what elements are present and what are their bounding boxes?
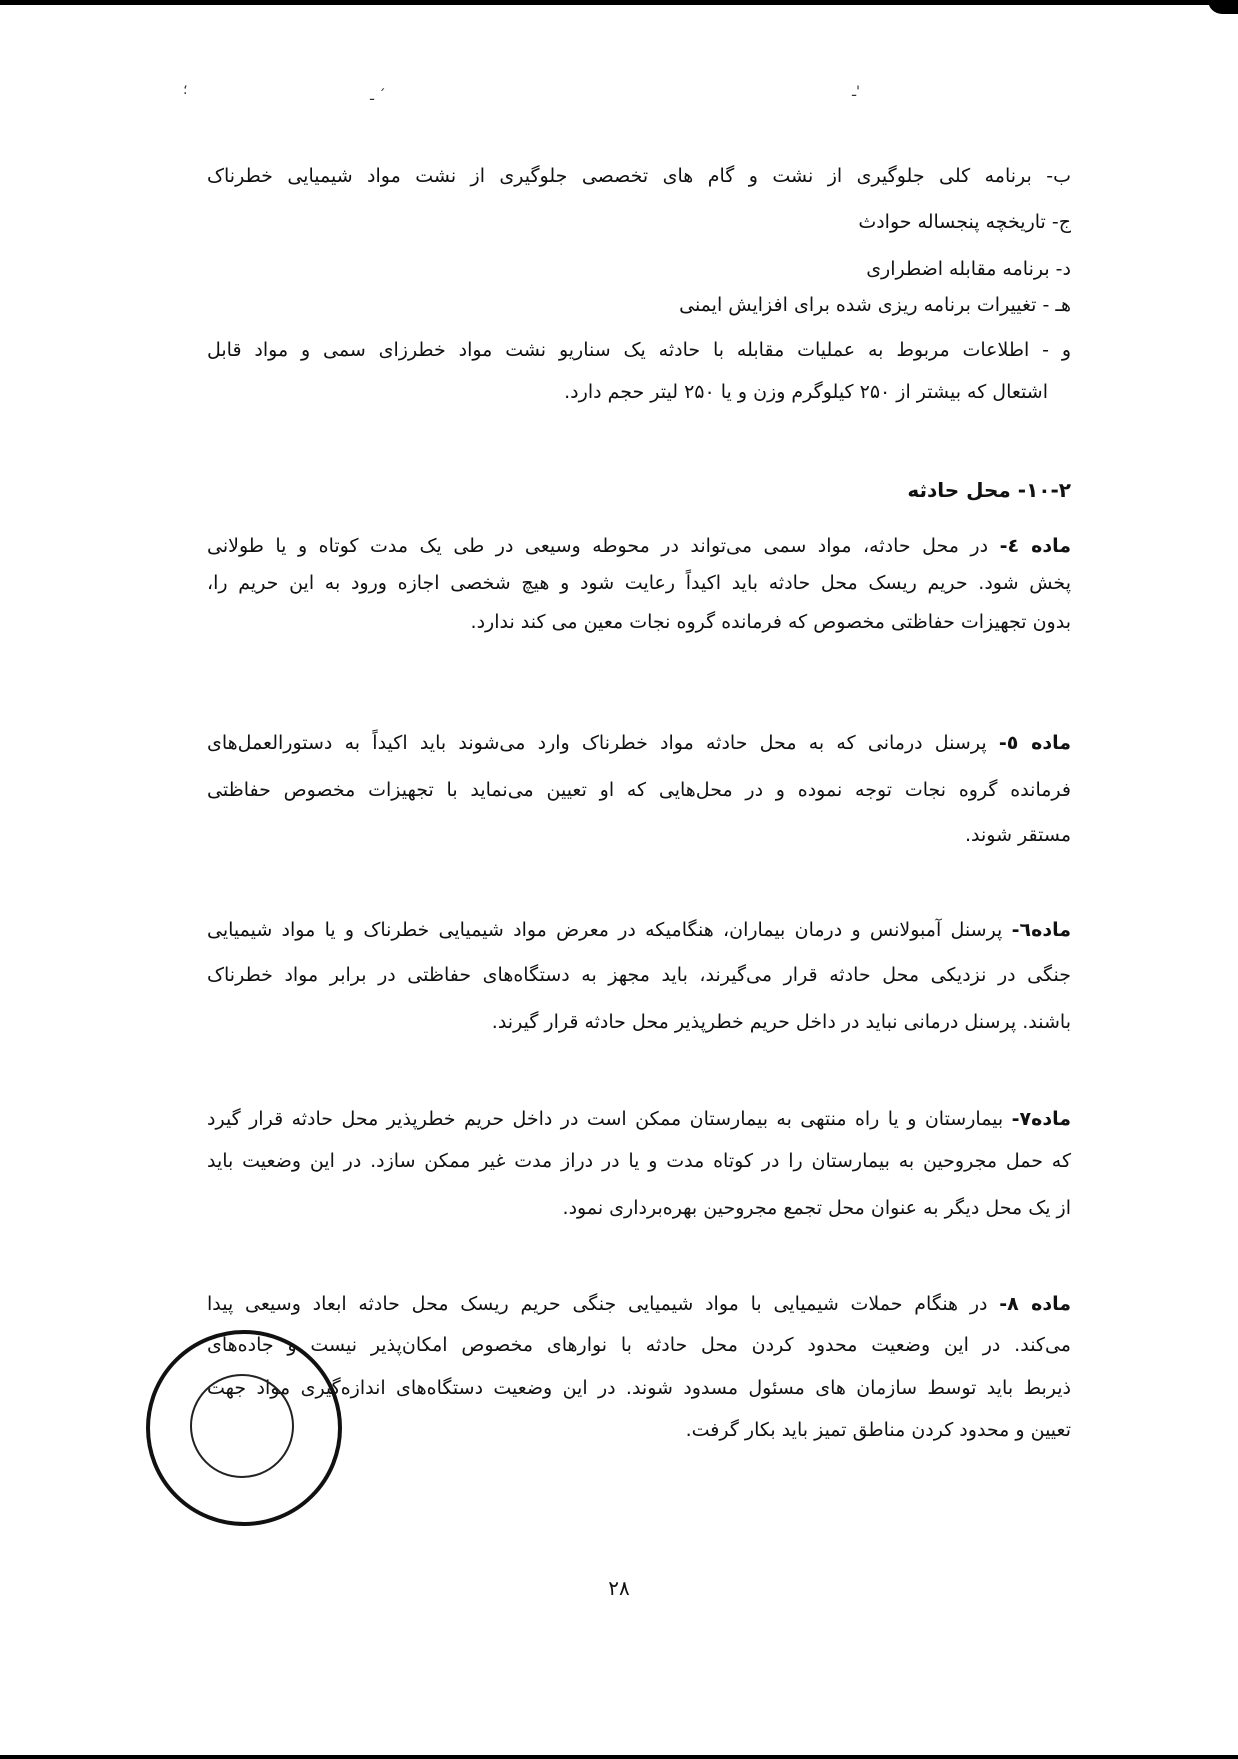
scan-speck: ـ ´ <box>370 88 386 104</box>
list-item: هـ - تغییرات برنامه ریزی شده برای افزایش ایمنی <box>679 294 1071 316</box>
scan-speck: ـ' <box>852 84 860 100</box>
page-number: ۲۸ <box>608 1576 630 1600</box>
scan-border-bottom <box>0 1755 1238 1759</box>
section-heading: ۱۰-۲- محل حادثه <box>907 478 1071 502</box>
article-line <box>207 1289 1071 1319</box>
round-stamp <box>146 1330 342 1526</box>
article-line: جنگی در نزدیکی محل حادثه قرار می‌گیرند، باید مجهز به دستگاه‌های حفاظتی در برابر مواد خطرناک <box>207 964 1071 986</box>
stamp-inner-ring <box>190 1374 294 1478</box>
article-line: از یک محل دیگر به عنوان محل تجمع مجروحین بهره‌برداری نمود. <box>562 1197 1071 1219</box>
article-line: که حمل مجروحین به بیمارستان را در کوتاه مدت و یا در دراز مدت غیر ممکن سازد. در این وضعیت باید <box>207 1150 1071 1172</box>
article-line: می‌کند. در این وضعیت محدود کردن محل حادثه با نوارهای مخصوص امکان‌پذیر نیست و جاده‌های <box>207 1334 1071 1356</box>
article-line <box>207 531 1071 561</box>
article-text: پرسنل آمبولانس و درمان بیماران، هنگامیکه در معرض مواد شیمیایی خطرناک و یا مواد شیمیایی <box>207 919 1012 941</box>
list-item: و - اطلاعات مربوط به عملیات مقابله با حادثه یک سناریو نشت مواد خطرزای سمی و مواد قابل <box>207 339 1071 361</box>
article-text: در محل حادثه، مواد سمی می‌تواند در محوطه وسیعی در طی یک مدت کوتاه و یا طولانی <box>207 535 1000 557</box>
list-item: ج- تاریخچه پنجساله حوادث <box>858 211 1071 233</box>
article-label: ماده ٥- <box>998 732 1071 754</box>
article-line: پخش شود. حریم ریسک محل حادثه باید اکیداً رعایت شود و هیچ شخصی اجازه ورود به این حریم را، <box>207 572 1071 594</box>
article-line <box>207 915 1071 945</box>
article-label: ماده٧- <box>1011 1108 1071 1130</box>
article-text: بیمارستان و یا راه منتهی به بیمارستان ممکن است در داخل حریم خطرپذیر محل حادثه قرار گیرد <box>207 1108 1012 1130</box>
article-text: در هنگام حملات شیمیایی با مواد شیمیایی جنگی حریم ریسک محل حادثه ابعاد وسیعی پیدا <box>207 1293 1000 1315</box>
article-line <box>207 728 1071 758</box>
scan-border-top <box>0 0 1238 5</box>
article-line: باشند. پرسنل درمانی نباید در داخل حریم خطرپذیر محل حادثه قرار گیرند. <box>491 1011 1071 1033</box>
scan-speck: ؛ <box>183 82 188 98</box>
article-line: ذیربط باید توسط سازمان های مسئول مسدود شوند. در این وضعیت دستگاه‌های اندازه‌گیری مواد جهت <box>207 1377 1071 1399</box>
article-line: بدون تجهیزات حفاظتی مخصوص که فرمانده گروه نجات معین می کند ندارد. <box>470 611 1071 633</box>
list-item: ب- برنامه کلی جلوگیری از نشت و گام های تخصصی جلوگیری از نشت مواد شیمیایی خطرناک <box>207 165 1071 187</box>
article-label: ماده ٨- <box>999 1293 1072 1315</box>
article-label: ماده ٤- <box>999 535 1071 557</box>
scan-mark <box>1208 0 1238 14</box>
article-label: ماده٦- <box>1011 919 1071 941</box>
article-line: مستقر شوند. <box>964 824 1071 846</box>
article-line: فرمانده گروه نجات توجه نموده و در محل‌هایی که او تعیین می‌نماید با تجهیزات مخصوص حفاظتی <box>207 779 1071 801</box>
list-item-continued: اشتعال که بیشتر از ۲۵۰ کیلوگرم وزن و یا ۲۵۰ لیتر حجم دارد. <box>564 381 1048 403</box>
article-text: پرسنل درمانی که به محل حادثه مواد خطرناک وارد می‌شوند باید اکیداً به دستورالعمل‌های <box>207 732 999 754</box>
list-item: د- برنامه مقابله اضطراری <box>866 258 1071 280</box>
article-line <box>207 1104 1071 1134</box>
article-line: تعیین و محدود کردن مناطق تمیز باید بکار گرفت. <box>685 1419 1071 1441</box>
